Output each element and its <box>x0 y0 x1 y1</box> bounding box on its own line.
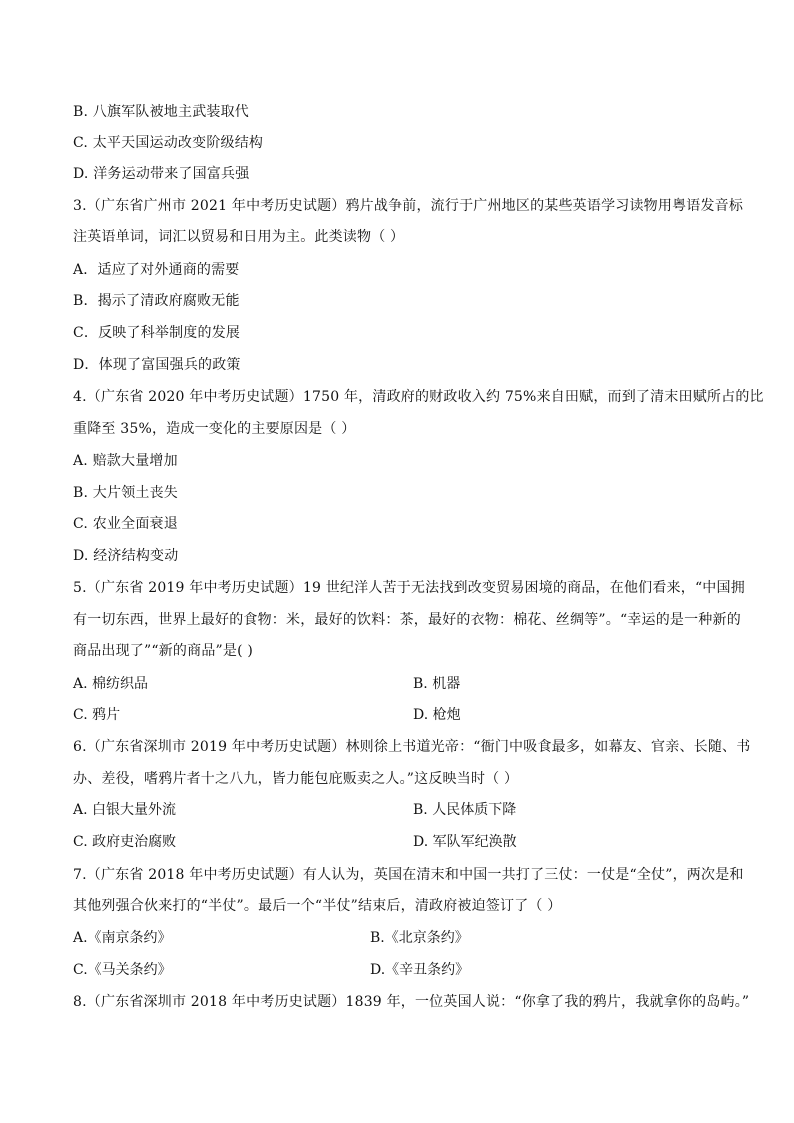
question-5-stem: 商品出现了”“新的商品”是( ) <box>73 643 254 659</box>
question-7-option-b: B.《北京条约》 <box>370 930 469 946</box>
question-3-option-b: B．揭示了清政府腐败无能 <box>73 293 240 309</box>
question-3-stem: 3.（广东省广州市 2021 年中考历史试题）鸦片战争前，流行于广州地区的某些英语学习读物用粤语发音标 <box>73 198 744 214</box>
question-7-option-c: C.《马关条约》 <box>73 962 172 978</box>
question-3-option-d: D．体现了富国强兵的政策 <box>73 357 241 373</box>
question-8-stem: 8.（广东省深圳市 2018 年中考历史试题）1839 年，一位英国人说：“你拿了我的鸦片，我就拿你的岛屿。” <box>73 994 750 1010</box>
question-5-stem: 有一切东西，世界上最好的食物：米，最好的饮料：茶，最好的衣物：棉花、丝绸等”。“幸运的是一种新的 <box>73 612 741 628</box>
question-6-option-a: A. 白银大量外流 <box>73 802 177 818</box>
question-3-option-c: C．反映了科举制度的发展 <box>73 325 241 341</box>
question-6-option-d: D. 军队军纪涣散 <box>413 834 517 850</box>
question-7-option-d: D.《辛丑条约》 <box>370 962 470 978</box>
question-7-stem: 其他列强合伙来打的“半仗”。最后一个“半仗”结束后，清政府被迫签订了（ ） <box>73 898 562 914</box>
question-5-option-a: A. 棉纺织品 <box>73 676 149 692</box>
question-5-option-c: C. 鸦片 <box>73 707 121 723</box>
question-4-stem: 重降至 35%，造成一变化的主要原因是（ ） <box>73 421 356 437</box>
question-5-option-b: B. 机器 <box>413 676 461 692</box>
option-d: D. 洋务运动带来了国富兵强 <box>73 166 250 182</box>
question-4-option-b: B. 大片领土丧失 <box>73 485 178 501</box>
question-4-option-a: A. 赔款大量增加 <box>73 453 178 469</box>
question-5-option-d: D. 枪炮 <box>413 707 461 723</box>
question-3-option-a: A．适应了对外通商的需要 <box>73 262 240 278</box>
option-b: B. 八旗军队被地主武装取代 <box>73 104 249 120</box>
question-6-stem: 办、差役，嗜鸦片者十之八九，皆力能包庇贩卖之人。”这反映当时（ ） <box>73 771 519 787</box>
question-4-stem: 4.（广东省 2020 年中考历史试题）1750 年，清政府的财政收入约 75%来自田赋，而到了清末田赋所占的比 <box>73 389 764 405</box>
question-6-option-b: B. 人民体质下降 <box>413 802 517 818</box>
question-6-option-c: C. 政府吏治腐败 <box>73 834 177 850</box>
option-c: C. 太平天国运动改变阶级结构 <box>73 135 264 151</box>
question-5-stem: 5.（广东省 2019 年中考历史试题）19 世纪洋人苦于无法找到改变贸易困境的商品，在他们看来，“中国拥 <box>73 580 745 596</box>
question-3-stem: 注英语单词，词汇以贸易和日用为主。此类读物（ ） <box>73 229 405 245</box>
question-6-stem: 6.（广东省深圳市 2019 年中考历史试题）林则徐上书道光帝：“衙门中吸食最多，如幕友、官亲、长随、书 <box>73 739 751 755</box>
question-7-option-a: A.《南京条约》 <box>73 930 172 946</box>
question-7-stem: 7.（广东省 2018 年中考历史试题）有人认为，英国在清末和中国一共打了三仗：一仗是“全仗”，两次是和 <box>73 867 744 883</box>
question-4-option-d: D. 经济结构变动 <box>73 548 179 564</box>
question-4-option-c: C. 农业全面衰退 <box>73 516 178 532</box>
